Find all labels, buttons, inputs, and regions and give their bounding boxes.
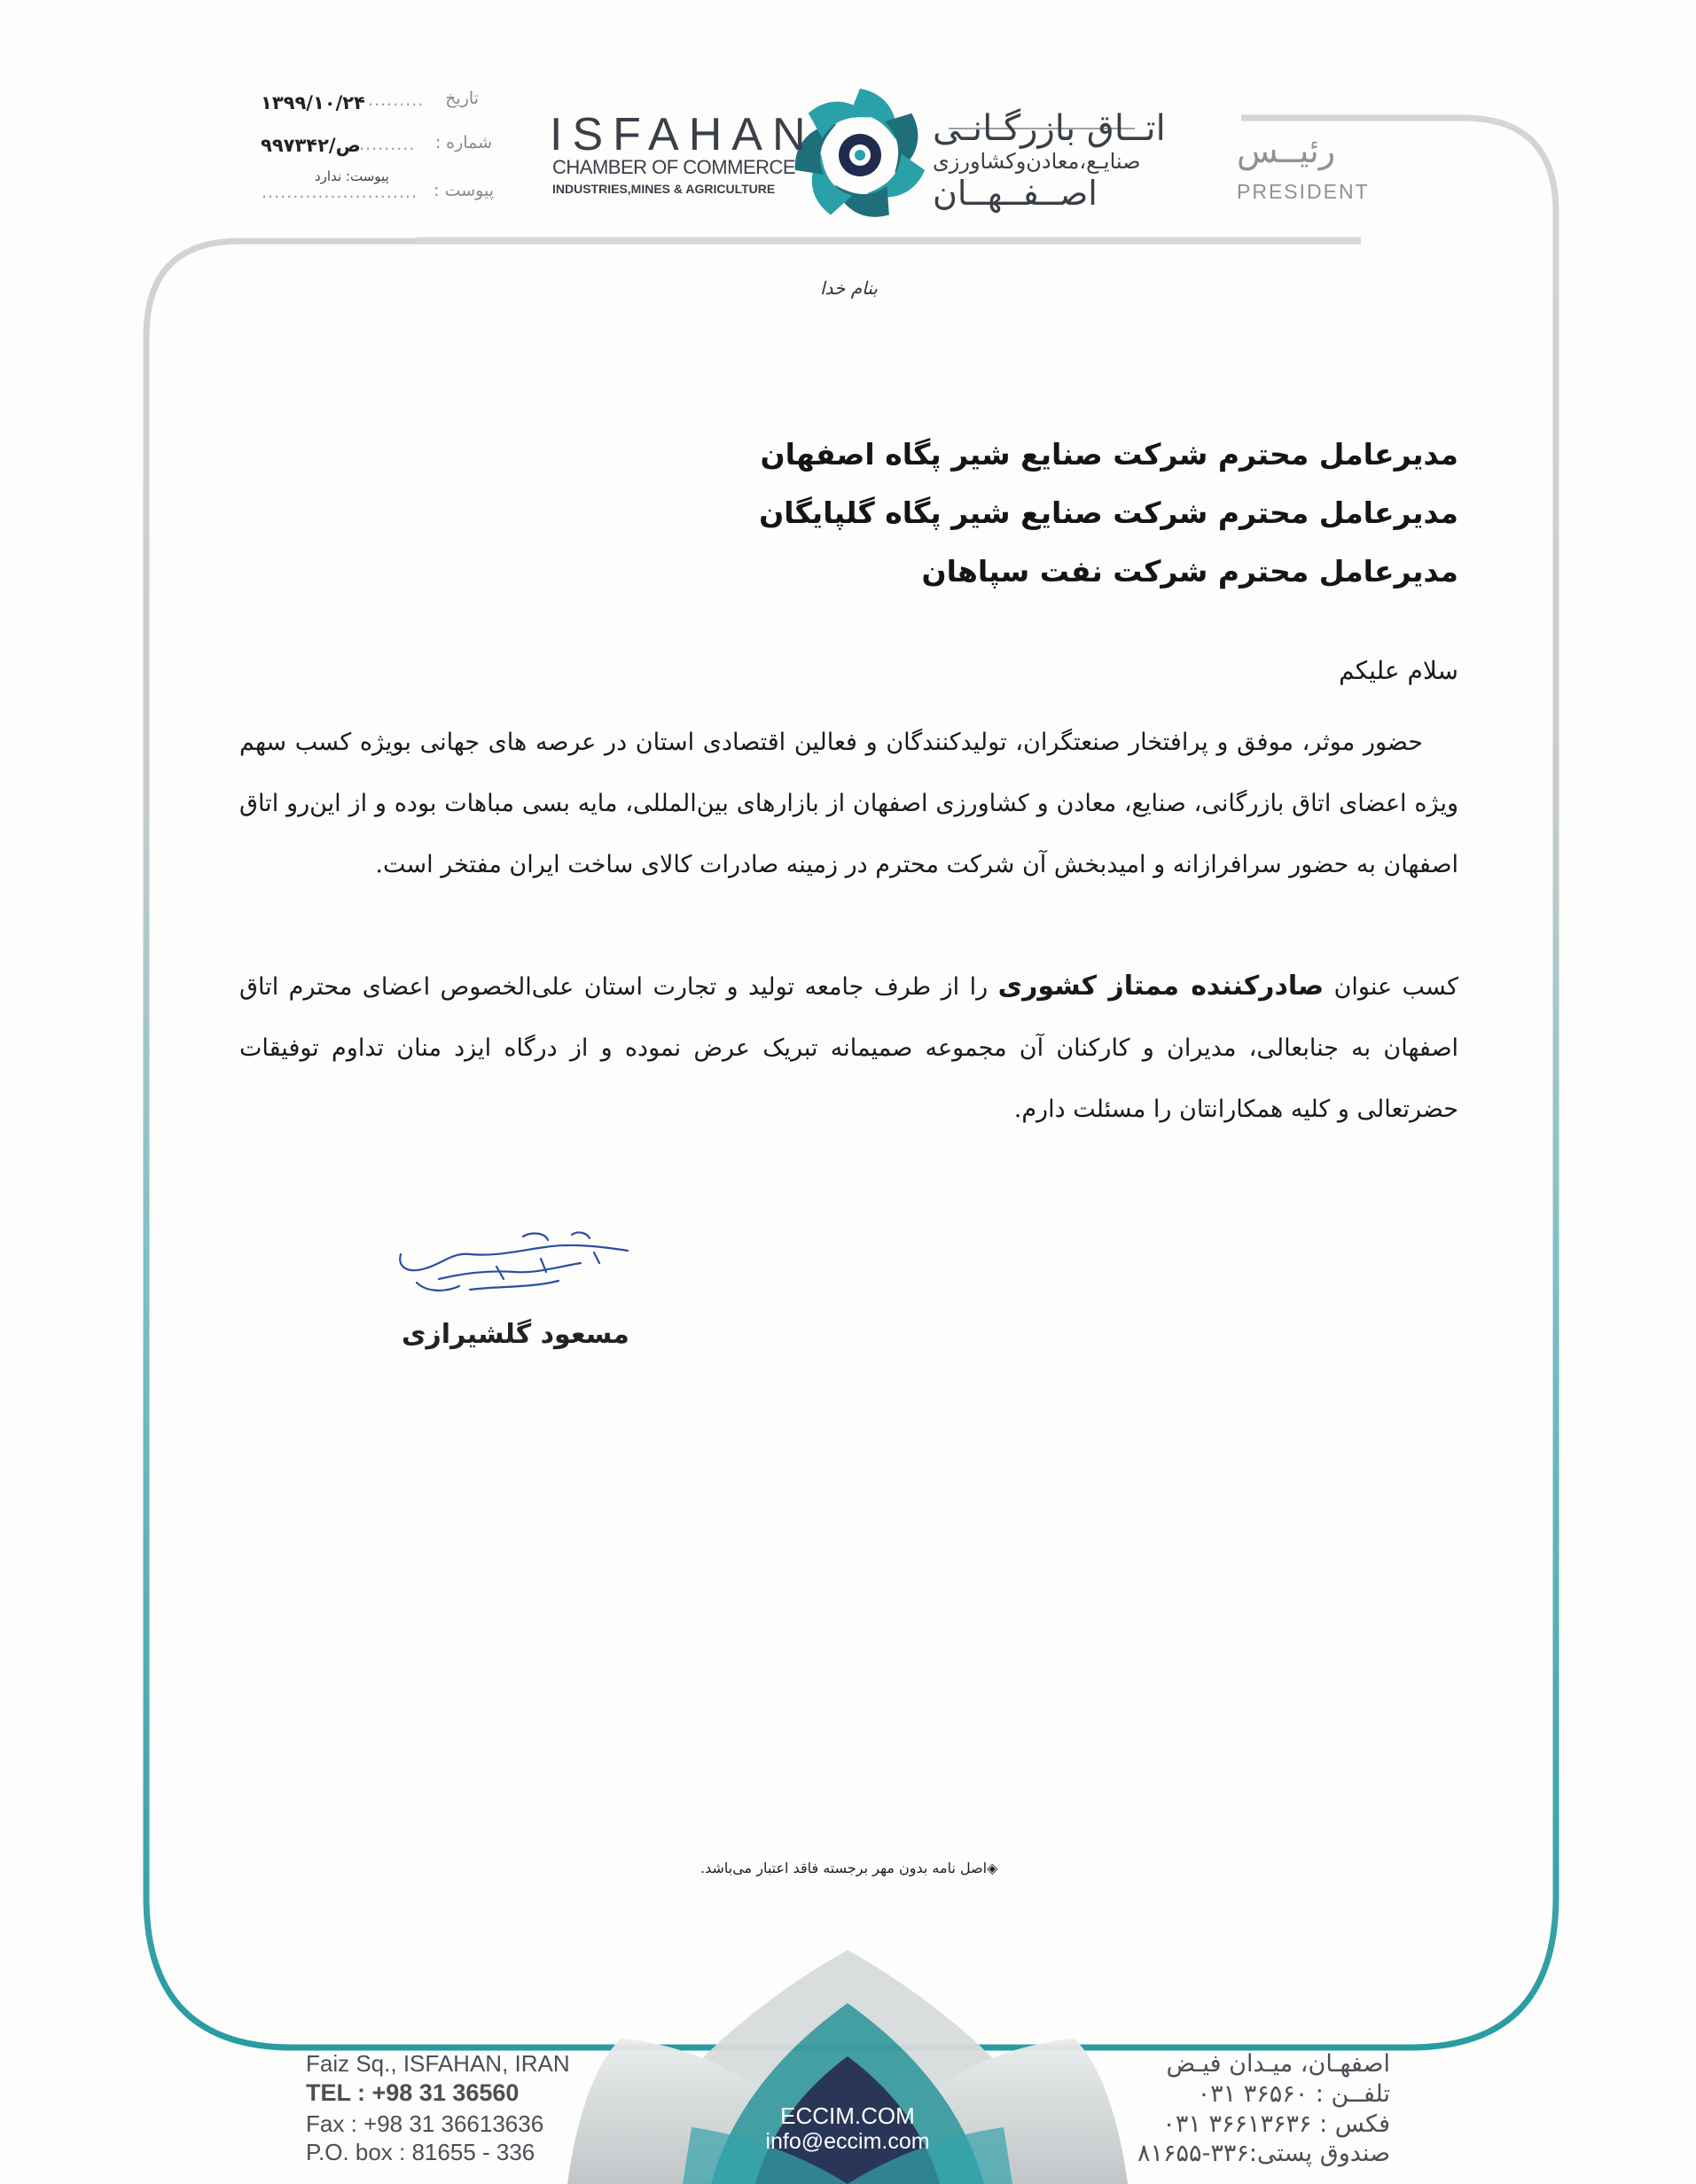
signatory-name: مسعود گلشیرازی bbox=[402, 1319, 629, 1350]
number-dots: ......... bbox=[359, 135, 416, 154]
logo-fa-line2: صنایـع،معادن‌وکشاورزی bbox=[933, 149, 1141, 174]
recipient-2: مدیرعامل محترم شرکت صنایع شیر پگاه گلپایگان bbox=[759, 495, 1458, 530]
footer-email[interactable]: info@eccim.com bbox=[765, 2129, 930, 2154]
date-value: ۱۳۹۹/۱۰/۲۴ bbox=[261, 92, 365, 113]
logo-en-line3: INDUSTRIES,MINES & AGRICULTURE bbox=[552, 182, 776, 196]
recipient-1: مدیرعامل محترم شرکت صنایع شیر پگاه اصفهان bbox=[760, 437, 1458, 472]
greeting: سلام علیکم bbox=[1339, 656, 1458, 685]
paragraph-2-before: کسب عنوان bbox=[1333, 973, 1458, 1001]
logo-fa-line1: اتــاق بازرگـانـی bbox=[933, 108, 1166, 149]
president-en: PRESIDENT bbox=[1237, 180, 1370, 203]
paragraph-2-bold: صادرکننده ممتاز کشوری bbox=[997, 971, 1325, 1002]
footer-website[interactable]: ECCIM.COM bbox=[780, 2102, 915, 2129]
date-label: تاریخ bbox=[445, 89, 479, 108]
logo-en-title: ISFAHAN bbox=[550, 109, 816, 160]
validity-note bbox=[700, 1860, 997, 1876]
validity-note-text: اصل نامه بدون مهر برجسته فاقد اعتبار می‌باشد. bbox=[700, 1860, 988, 1876]
president-fa: رئیــس bbox=[1237, 131, 1336, 170]
paragraph-2-after: را از طرف جامعه تولید و تجارت استان علی‌الخصوص اعضای محترم اتاق اصفهان به جنابعالی، مدیران و کارکنان آن مجموعه صمیمانه تبریک عرض نموده و از درگاه ایزد منان تداوم توفیقات حضرتعالی و کلیه همکارانتان را مسئلت دارم. bbox=[239, 973, 1458, 1123]
footer-en-address: Faiz Sq., ISFAHAN, IRAN bbox=[306, 2050, 570, 2077]
recipients bbox=[759, 425, 1458, 601]
signature-image bbox=[390, 1228, 638, 1325]
attachment-value: پیوست: ندارد bbox=[315, 168, 389, 184]
basmala: بنام خدا bbox=[820, 277, 878, 299]
footer-en-fax: Fax : +98 31 36613636 bbox=[306, 2110, 544, 2137]
footer-fa-fax: فکس : ۳۶۶۱۳۶۳۶ ۰۳۱ bbox=[1162, 2110, 1390, 2138]
recipient-3: مدیرعامل محترم شرکت نفت سپاهان bbox=[921, 554, 1458, 589]
attachment-label: پیوست : bbox=[434, 181, 494, 200]
footer-en-pobox: P.O. box : 81655 - 336 bbox=[306, 2139, 535, 2165]
logo-fa-line3: اصــفــهــان bbox=[933, 174, 1098, 213]
diamond-icon: ◈ bbox=[987, 1860, 998, 1876]
number-label: شماره : bbox=[434, 133, 492, 152]
footer-fa-tel: تلفــن : ۳۶۵۶۰ ۰۳۱ bbox=[1197, 2080, 1390, 2108]
logo-en-line2: CHAMBER OF COMMERCE bbox=[552, 156, 796, 178]
footer-en-tel: TEL : +98 31 36560 bbox=[306, 2079, 520, 2106]
attachment-dots: ......................... bbox=[262, 183, 418, 202]
date-dots: ......... bbox=[368, 90, 425, 110]
footer-fa-address: اصفهـان، میـدان فیـض bbox=[1166, 2050, 1390, 2078]
number-value: ۹۹ص/۷۳۴۲ bbox=[261, 135, 361, 156]
paragraph-2 bbox=[239, 956, 1458, 1140]
footer-fa-pobox: صندوق پستی:۳۳۶-۸۱۶۵۵ bbox=[1137, 2140, 1390, 2167]
paragraph-1: حضور موثر، موفق و پرافتخار صنعتگران، تولیدکنندگان و فعالین اقتصادی استان در عرصه های جهانی بویژه کسب سهم ویژه اعضای اتاق بازرگانی، صنایع، معادن و کشاورزی اصفهان از بازارهای بین‌المللی، مایه بسی مباهات بوده و از این‌رو اتاق اصفهان به حضور سرافرازانه و امیدبخش آن شرکت محترم در زمینه صادرات کالای ساخت ایران مفتخر است. bbox=[239, 729, 1458, 878]
